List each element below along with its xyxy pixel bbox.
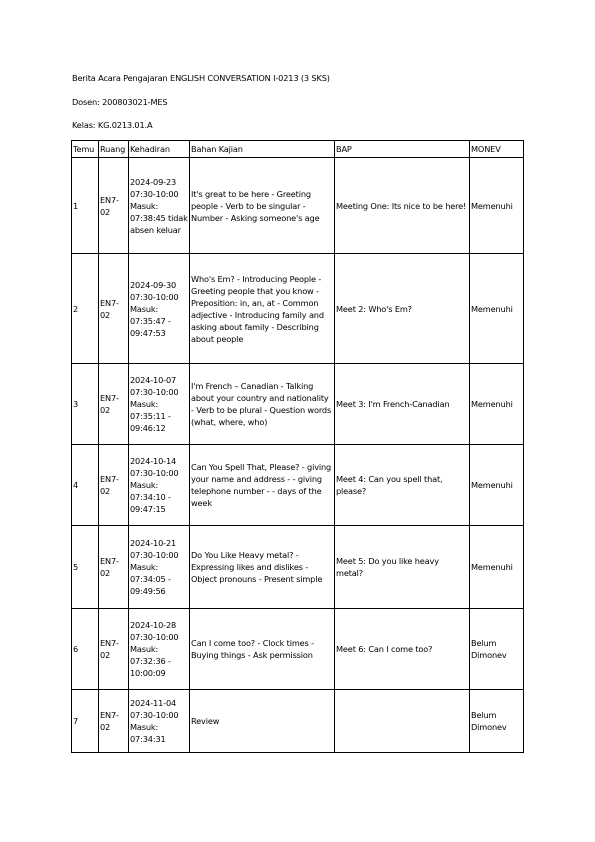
column-header-bahan-kajian: Bahan Kajian bbox=[190, 141, 335, 158]
cell-ruang: EN7-02 bbox=[99, 445, 129, 526]
column-header-kehadiran: Kehadiran bbox=[129, 141, 190, 158]
cell-bahan-kajian: Who's Em? - Introducing People - Greeting people that you know - Preposition: in, an, at - Common adjective - Introducing family and asking about family - Describing about people bbox=[190, 254, 335, 364]
cell-ruang: EN7-02 bbox=[99, 690, 129, 753]
cell-kehadiran: 2024-10-07 07:30-10:00 Masuk: 07:35:11 - 09:46:12 bbox=[129, 364, 190, 445]
cell-bap: Meeting One: Its nice to be here! bbox=[335, 158, 470, 254]
cell-bap: Meet 5: Do you like heavy metal? bbox=[335, 526, 470, 609]
column-header-ruang: Ruang bbox=[99, 141, 129, 158]
cell-temu: 2 bbox=[72, 254, 99, 364]
cell-ruang: EN7-02 bbox=[99, 609, 129, 690]
cell-temu: 7 bbox=[72, 690, 99, 753]
cell-temu: 5 bbox=[72, 526, 99, 609]
cell-temu: 4 bbox=[72, 445, 99, 526]
cell-temu: 1 bbox=[72, 158, 99, 254]
column-header-temu: Temu bbox=[72, 141, 99, 158]
cell-temu: 6 bbox=[72, 609, 99, 690]
table-header-row bbox=[72, 141, 524, 158]
cell-kehadiran: 2024-09-30 07:30-10:00 Masuk: 07:35:47 - 09:47:53 bbox=[129, 254, 190, 364]
cell-ruang: EN7-02 bbox=[99, 364, 129, 445]
cell-ruang: EN7-02 bbox=[99, 158, 129, 254]
teaching-report-table bbox=[71, 140, 524, 753]
table-row bbox=[72, 526, 524, 609]
lecturer-line: Dosen: 200803021-MES bbox=[72, 97, 168, 107]
cell-monev: Memenuhi bbox=[470, 445, 524, 526]
column-header-bap: BAP bbox=[335, 141, 470, 158]
cell-kehadiran: 2024-10-28 07:30-10:00 Masuk: 07:32:36 - 10:00:09 bbox=[129, 609, 190, 690]
table-row bbox=[72, 445, 524, 526]
cell-monev: Memenuhi bbox=[470, 254, 524, 364]
cell-bahan-kajian: Can I come too? - Clock times - Buying things - Ask permission bbox=[190, 609, 335, 690]
cell-monev: Memenuhi bbox=[470, 158, 524, 254]
cell-bap: Meet 3: I'm French-Canadian bbox=[335, 364, 470, 445]
document-title: Berita Acara Pengajaran ENGLISH CONVERSATION I-0213 (3 SKS) bbox=[72, 73, 330, 83]
cell-bahan-kajian: Do You Like Heavy metal? - Expressing likes and dislikes - Object pronouns - Present simple bbox=[190, 526, 335, 609]
cell-bap bbox=[335, 690, 470, 753]
cell-monev: Memenuhi bbox=[470, 364, 524, 445]
cell-monev: Memenuhi bbox=[470, 526, 524, 609]
cell-monev: Belum Dimonev bbox=[470, 690, 524, 753]
cell-kehadiran: 2024-09-23 07:30-10:00 Masuk: 07:38:45 tidak absen keluar bbox=[129, 158, 190, 254]
cell-ruang: EN7-02 bbox=[99, 254, 129, 364]
table-row bbox=[72, 609, 524, 690]
cell-monev: Belum Dimonev bbox=[470, 609, 524, 690]
cell-temu: 3 bbox=[72, 364, 99, 445]
cell-bahan-kajian: I'm French – Canadian - Talking about your country and nationality - Verb to be plural - Question words (what, where, who) bbox=[190, 364, 335, 445]
cell-kehadiran: 2024-10-14 07:30-10:00 Masuk: 07:34:10 - 09:47:15 bbox=[129, 445, 190, 526]
cell-bap: Meet 6: Can I come too? bbox=[335, 609, 470, 690]
cell-bahan-kajian: It's great to be here - Greeting people - Verb to be singular - Number - Asking someone's age bbox=[190, 158, 335, 254]
column-header-monev: MONEV bbox=[470, 141, 524, 158]
class-line: Kelas: KG.0213.01.A bbox=[72, 120, 153, 130]
cell-bap: Meet 4: Can you spell that, please? bbox=[335, 445, 470, 526]
table-row bbox=[72, 690, 524, 753]
cell-kehadiran: 2024-10-21 07:30-10:00 Masuk: 07:34:05 - 09:49:56 bbox=[129, 526, 190, 609]
table-row bbox=[72, 364, 524, 445]
cell-kehadiran: 2024-11-04 07:30-10:00 Masuk: 07:34:31 bbox=[129, 690, 190, 753]
cell-bap: Meet 2: Who's Em? bbox=[335, 254, 470, 364]
cell-ruang: EN7-02 bbox=[99, 526, 129, 609]
cell-bahan-kajian: Review bbox=[190, 690, 335, 753]
table-row bbox=[72, 158, 524, 254]
cell-bahan-kajian: Can You Spell That, Please? - giving your name and address - - giving telephone number - - days of the week bbox=[190, 445, 335, 526]
table-row bbox=[72, 254, 524, 364]
